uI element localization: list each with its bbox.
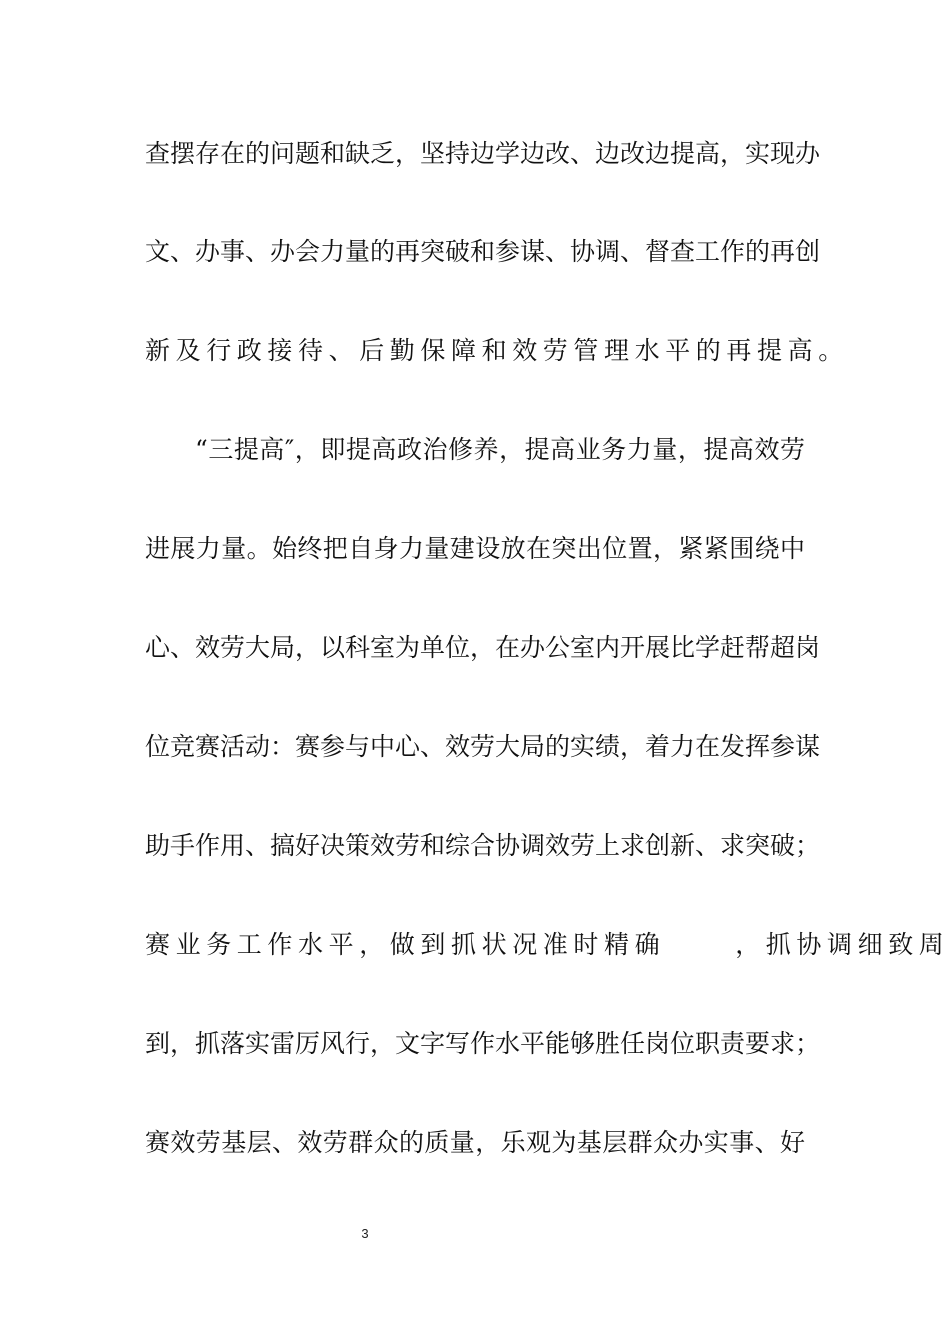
body-text-line-8: 助手作用、搞好决策效劳和综合协调效劳上求创新、求突破；	[145, 831, 821, 860]
page-number: 3	[361, 1226, 369, 1241]
body-text-line-1: 查摆存在的问题和缺乏，坚持边学边改、边改边提高，实现办	[145, 139, 821, 168]
body-text-line-9-part-2: ，抓协调细致周	[735, 930, 950, 959]
body-text-line-9-part-1: 赛业务工作水平，做到抓状况准时精确	[145, 930, 666, 959]
paragraph-first-line: “三提高″，即提高政治修养，提高业务力量，提高效劳	[195, 435, 805, 464]
body-text-line-9	[145, 925, 950, 965]
body-text-line-6: 心、效劳大局，以科室为单位，在办公室内开展比学赶帮超岗	[145, 633, 821, 662]
body-text-line-5: 进展力量。始终把自身力量建设放在突出位置，紧紧围绕中	[145, 534, 805, 563]
body-text-line-3: 新及行政接待、后勤保障和效劳管理水平的再提高。	[145, 336, 849, 365]
body-text-line-10: 到，抓落实雷厉风行，文字写作水平能够胜任岗位职责要求；	[145, 1029, 821, 1058]
body-text-line-7: 位竞赛活动：赛参与中心、效劳大局的实绩，着力在发挥参谋	[145, 732, 821, 761]
body-text-line-11: 赛效劳基层、效劳群众的质量，乐观为基层群众办实事、好	[145, 1128, 805, 1157]
body-text-line-2: 文、办事、办会力量的再突破和参谋、协调、督查工作的再创	[145, 237, 821, 266]
